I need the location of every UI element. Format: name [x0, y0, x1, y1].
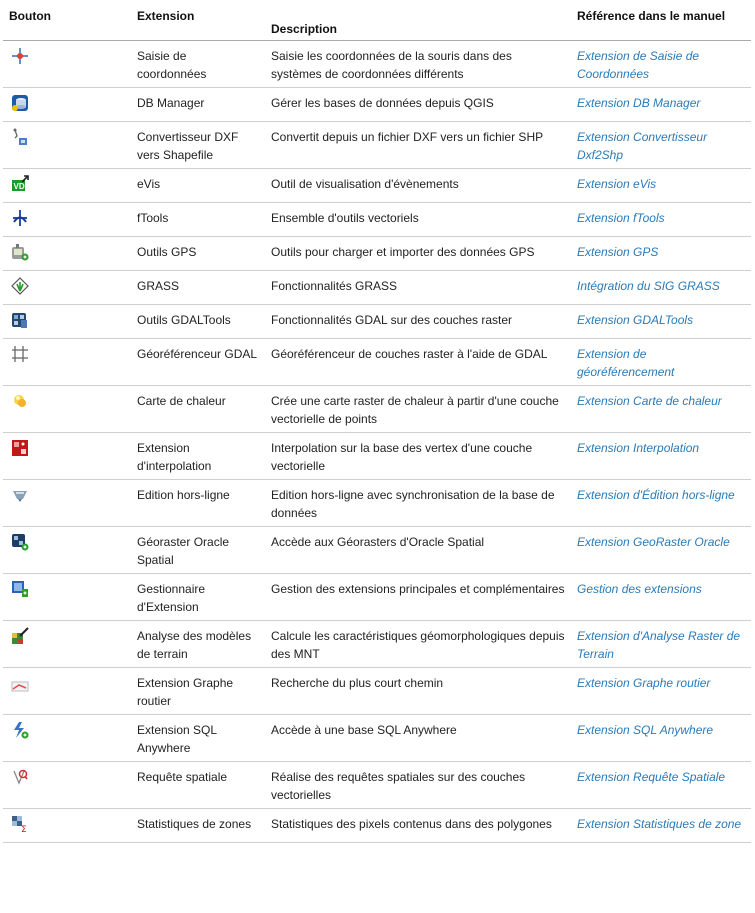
manual-reference-link[interactable]: Extension GeoRaster Oracle [577, 535, 730, 549]
extension-description: Outils pour charger et importer des données GPS [265, 237, 571, 271]
manual-reference-link[interactable]: Extension Convertisseur Dxf2Shp [577, 130, 708, 162]
header-button: Bouton [3, 3, 131, 41]
extension-name: Statistiques de zones [131, 809, 265, 843]
spatial-query-icon[interactable] [11, 768, 29, 786]
extension-name: Extension d'interpolation [131, 433, 265, 480]
button-cell [3, 668, 131, 715]
zonal-statistics-icon[interactable] [11, 815, 29, 833]
extension-name: Edition hors-ligne [131, 480, 265, 527]
extension-description: Fonctionnalités GRASS [265, 271, 571, 305]
manual-reference-link[interactable]: Extension DB Manager [577, 96, 701, 110]
extension-description: Recherche du plus court chemin [265, 668, 571, 715]
svg-text:VD: VD [13, 182, 25, 191]
button-cell [3, 122, 131, 169]
extension-description: Calcule les caractéristiques géomorphologiques depuis des MNT [265, 621, 571, 668]
extension-description: Fonctionnalités GDAL sur des couches raster [265, 305, 571, 339]
extension-description: Accède à une base SQL Anywhere [265, 715, 571, 762]
extension-name: GRASS [131, 271, 265, 305]
manual-reference-link[interactable]: Gestion des extensions [577, 582, 702, 596]
manual-reference-cell [571, 169, 751, 203]
table-row [3, 169, 751, 203]
header-row [3, 3, 751, 41]
ftools-icon[interactable] [11, 209, 29, 227]
extension-name: Convertisseur DXF vers Shapefile [131, 122, 265, 169]
button-cell [3, 480, 131, 527]
db-manager-icon[interactable] [11, 94, 29, 112]
plugins-table [3, 3, 751, 843]
manual-reference-cell [571, 237, 751, 271]
extension-description: Géoréférenceur de couches raster à l'aide de GDAL [265, 339, 571, 386]
extension-name: Extension Graphe routier [131, 668, 265, 715]
header-manual: Référence dans le manuel [571, 3, 751, 41]
extension-name: Carte de chaleur [131, 386, 265, 433]
table-row [3, 480, 751, 527]
extension-description: Accède aux Géorasters d'Oracle Spatial [265, 527, 571, 574]
manual-reference-link[interactable]: Extension d'Analyse Raster de Terrain [577, 629, 741, 661]
table-row [3, 715, 751, 762]
manual-reference-link[interactable]: Intégration du SIG GRASS [577, 279, 720, 293]
manual-reference-cell [571, 527, 751, 574]
manual-reference-cell [571, 339, 751, 386]
manual-reference-cell [571, 621, 751, 668]
plugin-manager-icon[interactable] [11, 580, 29, 598]
manual-reference-link[interactable]: Extension Statistiques de zone [577, 817, 742, 831]
table-row [3, 621, 751, 668]
extension-name: DB Manager [131, 88, 265, 122]
manual-reference-cell [571, 668, 751, 715]
header-extension: Extension [131, 3, 265, 41]
table-row [3, 574, 751, 621]
extension-name: Requête spatiale [131, 762, 265, 809]
table-row [3, 271, 751, 305]
extension-description: Gestion des extensions principales et complémentaires [265, 574, 571, 621]
extension-description: Outil de visualisation d'évènements [265, 169, 571, 203]
button-cell [3, 339, 131, 386]
table-row [3, 203, 751, 237]
manual-reference-link[interactable]: Extension SQL Anywhere [577, 723, 714, 737]
gps-tools-icon[interactable] [11, 243, 29, 261]
manual-reference-cell [571, 574, 751, 621]
gdaltools-icon[interactable] [11, 311, 29, 329]
offline-editing-icon[interactable] [11, 486, 29, 504]
extension-name: Géoraster Oracle Spatial [131, 527, 265, 574]
manual-reference-link[interactable]: Extension Interpolation [577, 441, 700, 455]
table-row [3, 305, 751, 339]
manual-reference-cell [571, 88, 751, 122]
manual-reference-link[interactable]: Extension de Saisie de Coordonnées [577, 49, 700, 81]
extension-description: Réalise des requêtes spatiales sur des couches vectorielles [265, 762, 571, 809]
button-cell [3, 88, 131, 122]
table-row [3, 668, 751, 715]
evis-icon[interactable] [11, 175, 29, 193]
extension-description: Convertit depuis un fichier DXF vers un fichier SHP [265, 122, 571, 169]
button-cell [3, 305, 131, 339]
table-row [3, 122, 751, 169]
manual-reference-cell [571, 122, 751, 169]
sql-anywhere-icon[interactable] [11, 721, 29, 739]
grass-icon[interactable] [11, 277, 29, 295]
button-cell [3, 762, 131, 809]
manual-reference-link[interactable]: Extension Carte de chaleur [577, 394, 722, 408]
button-cell [3, 715, 131, 762]
extension-description: Gérer les bases de données depuis QGIS [265, 88, 571, 122]
extension-description: Statistiques des pixels contenus dans des polygones [265, 809, 571, 843]
svg-text:Σ: Σ [21, 825, 27, 833]
heatmap-icon[interactable] [11, 392, 29, 410]
manual-reference-link[interactable]: Extension Requête Spatiale [577, 770, 726, 784]
extension-description: Crée une carte raster de chaleur à partir d'une couche vectorielle de points [265, 386, 571, 433]
button-cell [3, 433, 131, 480]
table-row [3, 433, 751, 480]
table-row [3, 237, 751, 271]
button-cell [3, 809, 131, 843]
terrain-analysis-icon[interactable] [11, 627, 29, 645]
extension-name: Saisie de coordonnées [131, 41, 265, 88]
road-graph-icon[interactable] [11, 674, 29, 692]
extension-description: Edition hors-ligne avec synchronisation de la base de données [265, 480, 571, 527]
manual-reference-link[interactable]: Extension de géoréférencement [577, 347, 675, 379]
interpolation-icon[interactable] [11, 439, 29, 457]
oracle-georaster-icon[interactable] [11, 533, 29, 551]
dxf-converter-icon[interactable] [11, 128, 29, 146]
header-description: Description [265, 3, 571, 41]
georeferencer-icon[interactable] [11, 345, 29, 363]
manual-reference-cell [571, 762, 751, 809]
manual-reference-cell [571, 271, 751, 305]
extension-name: Extension SQL Anywhere [131, 715, 265, 762]
manual-reference-cell [571, 41, 751, 88]
button-cell [3, 527, 131, 574]
table-row [3, 41, 751, 88]
manual-reference-cell [571, 386, 751, 433]
manual-reference-cell [571, 433, 751, 480]
coordinate-capture-icon[interactable] [11, 47, 29, 65]
button-cell [3, 386, 131, 433]
manual-reference-link[interactable]: Extension GPS [577, 245, 659, 259]
extension-name: fTools [131, 203, 265, 237]
extension-description: Saisie les coordonnées de la souris dans des systèmes de coordonnées différents [265, 41, 571, 88]
button-cell [3, 203, 131, 237]
table-row [3, 386, 751, 433]
table-row [3, 527, 751, 574]
manual-reference-link[interactable]: Extension Graphe routier [577, 676, 711, 690]
button-cell [3, 169, 131, 203]
manual-reference-link[interactable]: Extension eVis [577, 177, 657, 191]
manual-reference-cell [571, 715, 751, 762]
table-row [3, 339, 751, 386]
manual-reference-cell [571, 305, 751, 339]
extension-name: Outils GPS [131, 237, 265, 271]
table-row [3, 88, 751, 122]
extension-name: Outils GDALTools [131, 305, 265, 339]
extension-name: Analyse des modèles de terrain [131, 621, 265, 668]
extension-name: eVis [131, 169, 265, 203]
extension-description: Ensemble d'outils vectoriels [265, 203, 571, 237]
button-cell [3, 237, 131, 271]
manual-reference-link[interactable]: Extension d'Édition hors-ligne [577, 488, 735, 502]
manual-reference-cell [571, 203, 751, 237]
manual-reference-cell [571, 480, 751, 527]
extension-name: Géoréférenceur GDAL [131, 339, 265, 386]
manual-reference-link[interactable]: Extension GDALTools [577, 313, 694, 327]
extension-description: Interpolation sur la base des vertex d'une couche vectorielle [265, 433, 571, 480]
table-row [3, 762, 751, 809]
button-cell [3, 41, 131, 88]
button-cell [3, 271, 131, 305]
manual-reference-link[interactable]: Extension fTools [577, 211, 665, 225]
button-cell [3, 574, 131, 621]
manual-reference-cell [571, 809, 751, 843]
extension-name: Gestionnaire d'Extension [131, 574, 265, 621]
button-cell [3, 621, 131, 668]
table-row [3, 809, 751, 843]
